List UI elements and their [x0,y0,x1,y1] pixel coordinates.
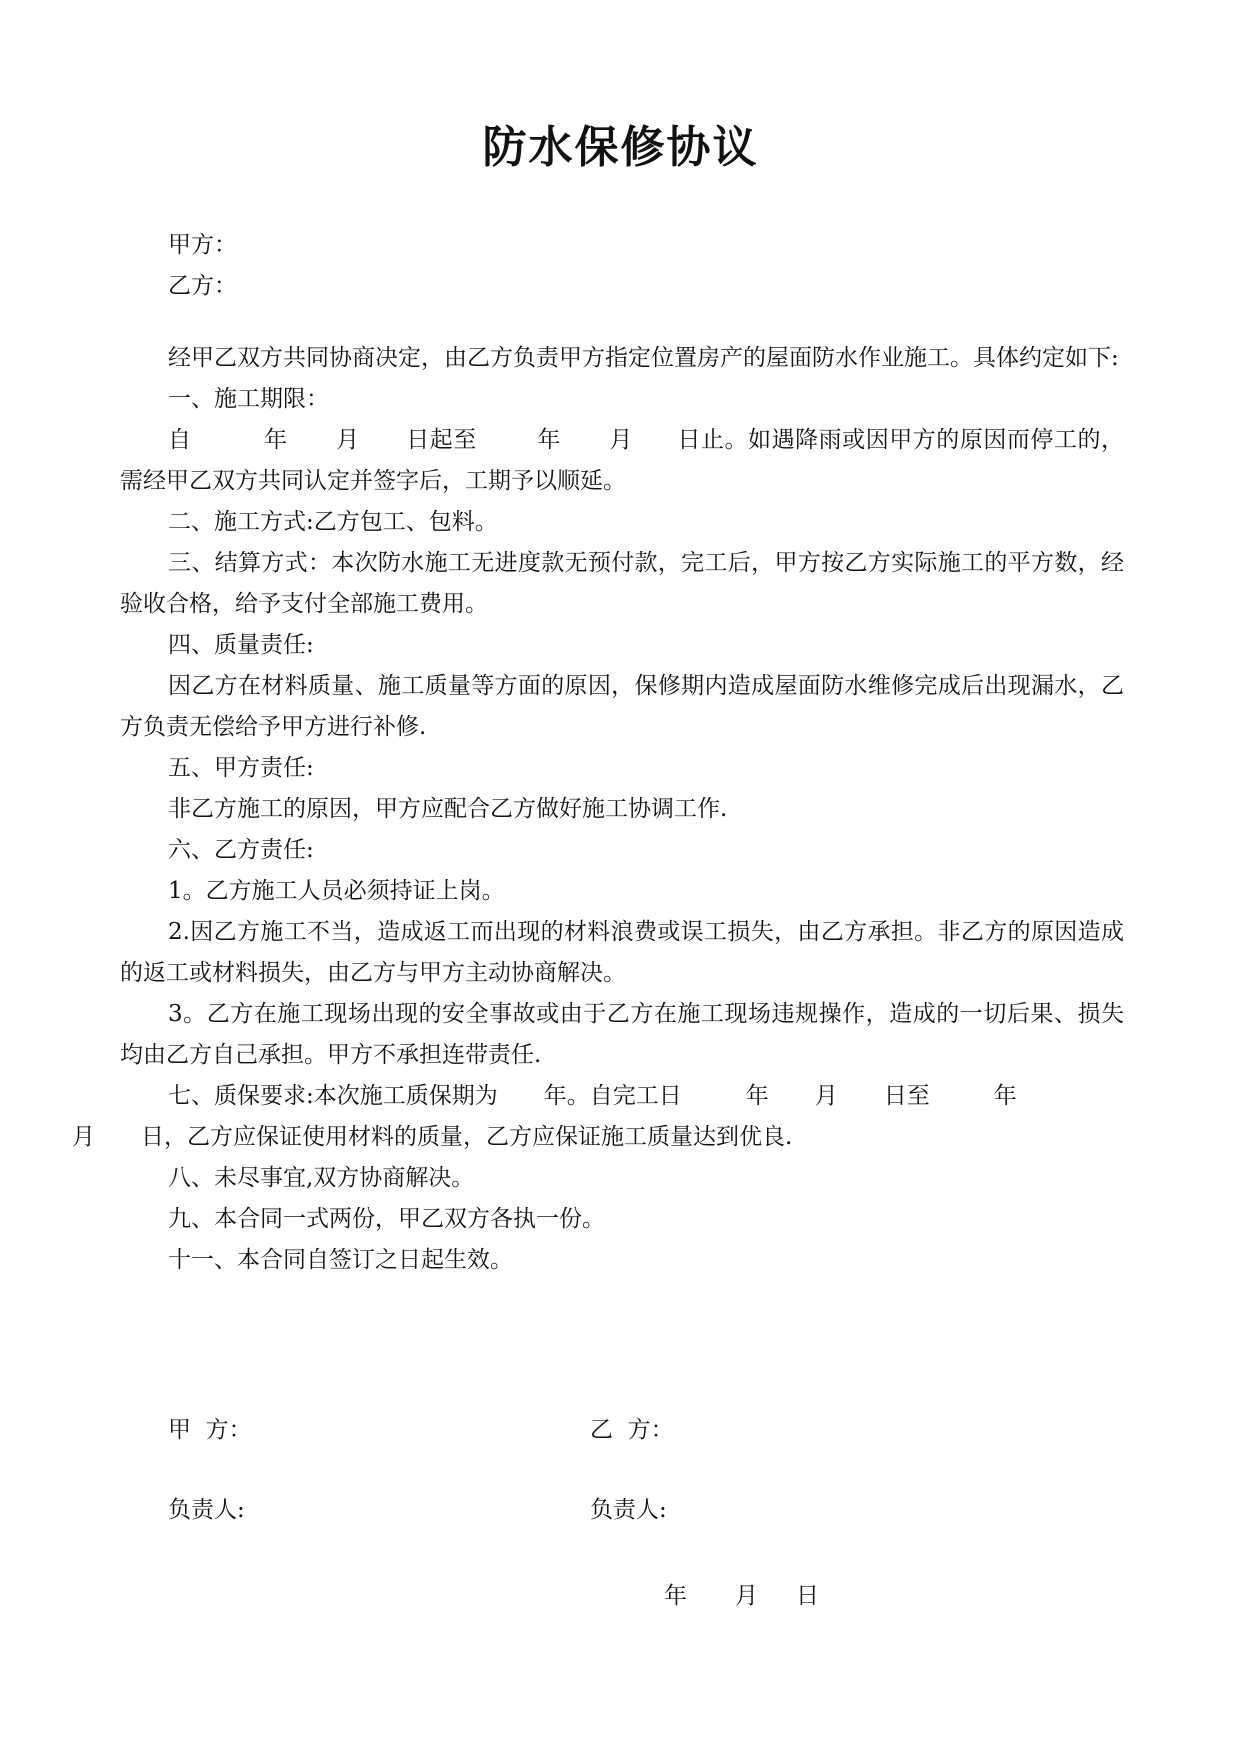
clause-7-a: 七、质保要求:本次施工质保期为 [168,1083,498,1109]
clause-3: 三、结算方式：本次防水施工无进度款无预付款，完工后，甲方按乙方实际施工的平方数，经验收合格，给予支付全部施工费用。 [120,550,1124,617]
signature-date [664,1580,819,1612]
clause-11: 十一、本合同自签订之日起生效。 [168,1247,513,1273]
clause-1-year2: 年 [536,427,561,453]
clause-1-year1: 年 [263,427,288,453]
party-a-label: 甲方： [168,232,237,258]
agreement-body [72,338,1124,1281]
party-b-label: 乙方： [168,273,237,299]
signature-party-a: 甲 方： [168,1417,252,1443]
clause-7-year3: 年 [993,1083,1017,1109]
intro-paragraph: 经甲乙双方共同协商决定，由乙方负责甲方指定位置房产的屋面防水作业施工。具体约定如下: [168,345,1119,371]
document-title: 防水保修协议 [482,122,759,173]
clause-1-zi: 自 [168,427,192,453]
clause-7-month: 月 [814,1083,838,1109]
clause-5-heading: 五、甲方责任: [168,755,314,781]
signature-party-b: 乙 方： [590,1417,674,1443]
clause-1-heading: 一、施工期限： [168,386,329,412]
clause-9: 九、本合同一式两份，甲乙双方各执一份。 [168,1206,605,1232]
date-day: 日 [796,1583,819,1609]
clause-4-text: 因乙方在材料质量、施工质量等方面的原因，保修期内造成屋面防水维修完成后出现漏水，乙方负责无偿给予甲方进行补修. [120,673,1124,740]
clause-4-heading: 四、质量责任: [168,632,314,658]
clause-1-start: 日起至 [405,427,477,453]
clause-6-item-1: 1。乙方施工人员必须持证上岗。 [168,878,505,904]
clause-2: 二、施工方式:乙方包工、包料。 [168,509,498,535]
signature-party-b-rep: 负责人: [590,1497,667,1523]
clause-7-year2: 年 [745,1083,769,1109]
signature-party-a-rep: 负责人: [168,1497,245,1523]
clause-6-item-2: 2.因乙方施工不当，造成返工而出现的材料浪费或误工损失，由乙方承担。非乙方的原因造成的返工或材料损失，由乙方与甲方主动协商解决。 [120,919,1124,986]
clause-1-rest: 日止。如遇降雨或因甲方的原因而停工的，需经甲乙双方共同认定并签字后，工期予以顺延。 [120,427,1124,494]
clause-6-heading: 六、乙方责任: [168,837,314,863]
clause-7-to: 日至 [883,1083,930,1109]
clause-7-month2: 月 [72,1124,95,1150]
clause-1-month1: 月 [335,427,360,453]
date-year: 年 [664,1583,687,1609]
clause-7-year: 年。自完工日 [543,1083,682,1109]
clause-6-item-3: 3。乙方在施工现场出现的安全事故或由于乙方在施工现场违规操作，造成的一切后果、损失均由乙方自己承担。甲方不承担连带责任. [120,1001,1124,1068]
clause-7-rest: 日，乙方应保证使用材料的质量，乙方应保证施工质量达到优良. [141,1124,793,1150]
clause-5-text: 非乙方施工的原因，甲方应配合乙方做好施工协调工作. [168,796,728,822]
clause-7 [72,1076,1124,1158]
date-month: 月 [735,1583,758,1609]
clause-1-month2: 月 [608,427,633,453]
clause-1-text [120,420,1124,502]
clause-8: 八、未尽事宜,双方协商解决。 [168,1165,475,1191]
